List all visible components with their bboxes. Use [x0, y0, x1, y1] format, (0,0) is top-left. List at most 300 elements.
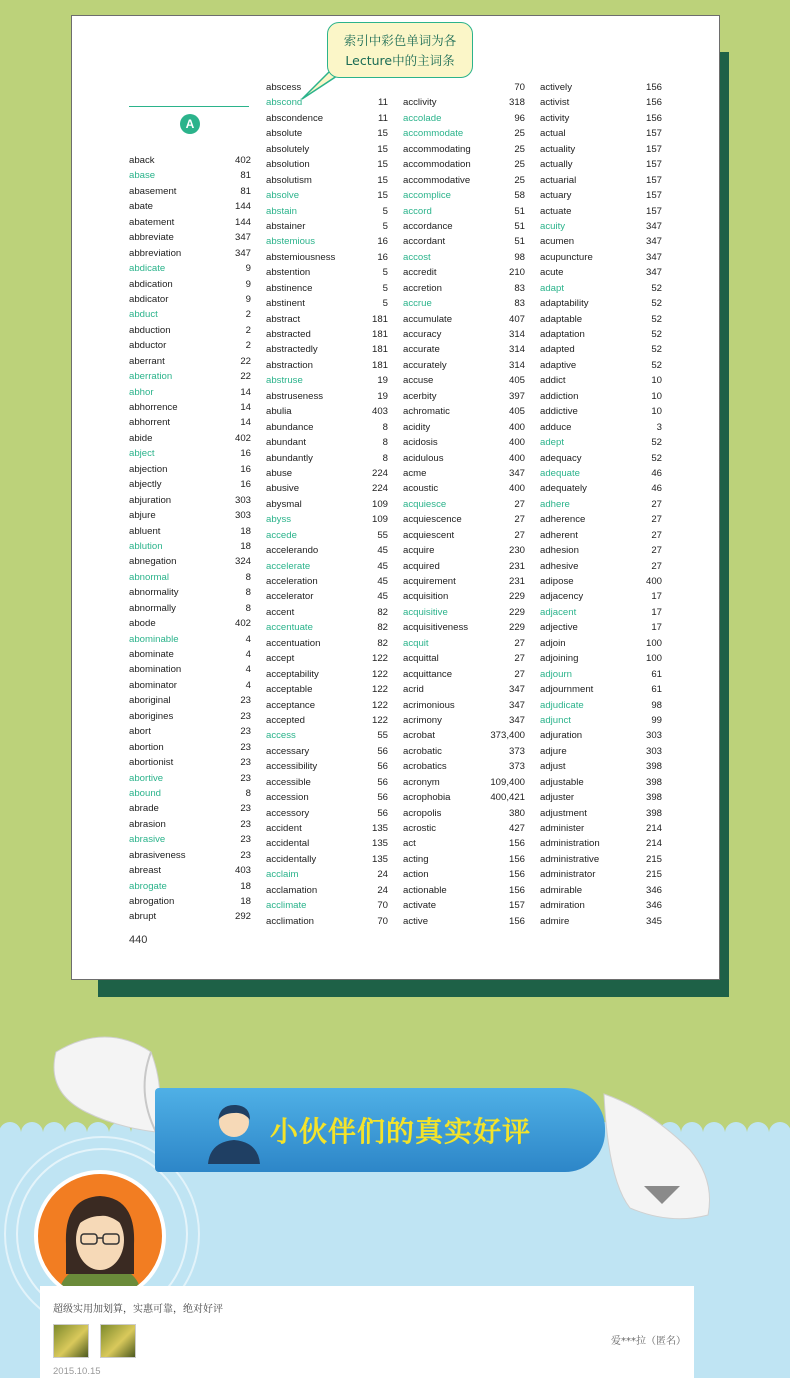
index-page-ref: 229	[508, 606, 525, 618]
index-word: adjoining	[540, 653, 579, 665]
index-word: abstraction	[266, 359, 313, 371]
index-page-ref: 23	[240, 726, 251, 738]
index-page-ref: 144	[234, 216, 251, 228]
index-word: accelerando	[266, 545, 319, 557]
index-page-ref: 156	[508, 838, 525, 850]
index-entry	[540, 682, 662, 697]
index-entry	[266, 867, 388, 882]
index-word: abluent	[129, 525, 161, 537]
index-entry	[403, 620, 525, 635]
index-entry	[540, 250, 662, 265]
review-photo-2[interactable]	[100, 1324, 136, 1358]
index-entry	[129, 786, 251, 801]
index-word: accommodation	[403, 159, 471, 171]
index-column-3	[403, 80, 525, 929]
index-page-ref: 15	[377, 128, 388, 140]
index-page-ref: 23	[240, 695, 251, 707]
letter-circle-icon: A	[180, 114, 200, 134]
index-column-1	[129, 153, 251, 925]
index-word: accessory	[266, 807, 310, 819]
index-word: acropolis	[403, 807, 442, 819]
index-page-ref: 181	[371, 313, 388, 325]
index-word: acrimony	[403, 714, 442, 726]
index-word: abjection	[129, 463, 168, 475]
index-word: adjuration	[540, 730, 583, 742]
index-entry	[540, 80, 662, 95]
index-page-ref: 11	[378, 112, 388, 124]
index-entry	[266, 466, 388, 481]
index-word: adjacent	[540, 606, 577, 618]
index-word: absolutism	[266, 174, 312, 186]
index-page-ref: 405	[508, 375, 525, 387]
index-page-ref: 23	[240, 834, 251, 846]
index-word: acquiescent	[403, 529, 455, 541]
index-entry	[266, 728, 388, 743]
index-entry	[266, 589, 388, 604]
index-page-ref: 347	[508, 684, 525, 696]
index-page-ref: 398	[645, 792, 662, 804]
index-entry	[266, 188, 388, 203]
index-entry	[403, 358, 525, 373]
index-page-ref: 314	[508, 359, 525, 371]
index-entry	[403, 126, 525, 141]
index-page-ref: 98	[651, 699, 662, 711]
index-word: adjacency	[540, 591, 584, 603]
index-entry	[540, 806, 662, 821]
index-entry	[403, 265, 525, 280]
index-page-ref: 397	[508, 390, 525, 402]
index-entry	[403, 559, 525, 574]
index-word: acrobat	[403, 730, 435, 742]
index-word: adherence	[540, 514, 586, 526]
index-entry	[129, 307, 251, 322]
index-column-2	[266, 80, 388, 929]
index-word: abduct	[129, 309, 158, 321]
index-page-ref: 27	[651, 545, 662, 557]
index-page-ref: 100	[645, 637, 662, 649]
index-word: accordant	[403, 236, 446, 248]
index-word: action	[403, 869, 429, 881]
index-page-ref: 45	[377, 591, 388, 603]
index-entry	[266, 605, 388, 620]
index-page-ref: 303	[234, 510, 251, 522]
index-word: actuate	[540, 205, 572, 217]
index-entry	[266, 497, 388, 512]
index-page-ref: 157	[645, 174, 662, 186]
index-word: abrasion	[129, 818, 166, 830]
index-entry	[540, 790, 662, 805]
index-word: acquittance	[403, 668, 453, 680]
index-entry	[540, 420, 662, 435]
index-page-ref: 122	[371, 699, 388, 711]
index-word: abasement	[129, 185, 177, 197]
index-word: abound	[129, 787, 162, 799]
index-word: acquirement	[403, 576, 456, 587]
index-entry	[266, 836, 388, 851]
index-page-ref: 70	[514, 82, 525, 93]
index-entry	[129, 477, 251, 492]
index-entry	[540, 373, 662, 388]
index-page-ref: 157	[645, 143, 662, 155]
index-page-ref: 100	[645, 653, 662, 665]
index-page-ref: 15	[377, 159, 388, 171]
index-entry	[266, 327, 388, 342]
index-word: acclimate	[266, 900, 307, 912]
index-entry	[403, 435, 525, 450]
index-word: abuse	[266, 467, 293, 479]
index-page-ref: 122	[371, 684, 388, 696]
index-page-ref: 83	[514, 282, 525, 294]
index-page-ref: 8	[245, 787, 251, 799]
index-word: acceptance	[266, 699, 316, 711]
index-entry	[266, 528, 388, 543]
index-word: activity	[540, 112, 570, 124]
index-entry	[266, 111, 388, 126]
index-entry	[403, 698, 525, 713]
index-entry	[266, 389, 388, 404]
index-entry	[129, 385, 251, 400]
index-entry	[403, 250, 525, 265]
index-entry	[403, 836, 525, 851]
index-entry	[266, 713, 388, 728]
index-entry	[403, 234, 525, 249]
index-word: accord	[403, 205, 432, 217]
scallop	[0, 1122, 21, 1144]
index-page-ref: 8	[382, 421, 388, 433]
index-page-ref: 9	[245, 278, 251, 290]
index-word: acquired	[403, 560, 440, 572]
index-page-ref: 10	[651, 390, 662, 402]
index-word: actual	[540, 128, 566, 140]
index-word: admiration	[540, 900, 585, 912]
index-page-ref: 5	[382, 267, 388, 279]
index-entry	[403, 188, 525, 203]
index-word: abjuration	[129, 494, 172, 506]
index-page-ref: 16	[240, 448, 251, 460]
index-page-ref: 23	[240, 803, 251, 815]
index-word: actionable	[403, 884, 447, 896]
index-entry	[266, 420, 388, 435]
index-page-ref: 14	[240, 386, 251, 398]
index-entry	[403, 867, 525, 882]
index-page-ref: 27	[514, 514, 525, 526]
index-page-ref: 398	[645, 807, 662, 819]
index-page-ref: 45	[377, 576, 388, 587]
index-word: acceleration	[266, 576, 318, 587]
index-page-ref: 25	[514, 174, 525, 186]
callout-bubble	[327, 22, 473, 78]
index-word: accede	[266, 529, 297, 541]
index-page-ref: 61	[651, 684, 662, 696]
index-entry	[403, 512, 525, 527]
index-page-ref: 398	[645, 761, 662, 773]
index-entry	[129, 246, 251, 261]
index-word: adjustable	[540, 776, 584, 788]
index-entry	[403, 651, 525, 666]
index-word: abysmal	[266, 498, 302, 510]
index-page-ref: 156	[645, 112, 662, 124]
index-entry	[129, 647, 251, 662]
index-entry	[266, 512, 388, 527]
index-page-ref: 52	[651, 359, 662, 371]
index-word: acquire	[403, 545, 435, 557]
index-page-ref: 18	[240, 896, 251, 907]
index-entry	[540, 528, 662, 543]
index-column-4	[540, 80, 662, 929]
index-entry	[129, 570, 251, 585]
index-entry	[540, 481, 662, 496]
index-entry	[403, 589, 525, 604]
index-entry	[540, 605, 662, 620]
index-page-ref: 27	[514, 668, 525, 680]
index-entry	[266, 126, 388, 141]
index-page-ref: 122	[371, 668, 388, 680]
index-page-ref: 403	[234, 865, 251, 877]
index-entry	[540, 543, 662, 558]
index-word: accolade	[403, 112, 442, 124]
index-page-ref: 407	[508, 313, 525, 325]
index-word: accomplice	[403, 190, 451, 202]
index-word: adjunct	[540, 714, 571, 726]
index-page-ref: 15	[377, 190, 388, 202]
index-word: acerbity	[403, 390, 437, 402]
index-word: abundance	[266, 421, 314, 433]
index-page-ref: 25	[514, 159, 525, 171]
index-page-ref: 156	[508, 853, 525, 865]
index-word: accrue	[403, 298, 432, 310]
index-page-ref: 55	[377, 529, 388, 541]
index-word: abject	[129, 448, 155, 460]
index-entry	[540, 157, 662, 172]
index-word: adhesion	[540, 545, 579, 557]
index-word: adjourn	[540, 668, 573, 680]
index-word: acclaim	[266, 869, 299, 881]
index-word: administer	[540, 823, 585, 834]
index-page-ref: 314	[508, 344, 525, 356]
letter-divider	[129, 106, 249, 107]
index-page-ref: 46	[651, 467, 662, 479]
index-entry	[266, 775, 388, 790]
index-entry	[403, 744, 525, 759]
index-word: accidental	[266, 838, 310, 850]
index-page-ref: 52	[651, 282, 662, 294]
index-entry	[266, 342, 388, 357]
index-page-ref: 17	[651, 622, 662, 634]
index-word: adapted	[540, 344, 575, 356]
index-entry	[540, 219, 662, 234]
index-word: abscond	[266, 97, 303, 109]
index-entry	[266, 682, 388, 697]
index-entry	[129, 693, 251, 708]
index-entry	[403, 852, 525, 867]
index-entry	[540, 173, 662, 188]
review-photo-1[interactable]	[53, 1324, 89, 1358]
index-entry	[540, 204, 662, 219]
index-page-ref: 83	[514, 298, 525, 310]
index-page-ref: 157	[645, 159, 662, 171]
index-word: abnormal	[129, 571, 169, 583]
index-entry	[266, 790, 388, 805]
index-word: accurate	[403, 344, 440, 356]
index-page-ref: 380	[508, 807, 525, 819]
index-page-ref: 51	[514, 205, 525, 217]
index-page-ref: 324	[234, 556, 251, 568]
index-page-ref: 122	[371, 714, 388, 726]
index-word: abstain	[266, 205, 297, 217]
index-page-ref: 8	[382, 437, 388, 449]
index-page-ref: 17	[651, 591, 662, 603]
index-word: abdication	[129, 278, 173, 290]
index-page-ref: 5	[382, 220, 388, 232]
index-entry	[403, 821, 525, 836]
index-entry	[129, 848, 251, 863]
scallop	[725, 1122, 747, 1144]
index-page-ref: 11	[378, 97, 388, 109]
index-entry	[129, 879, 251, 894]
index-entry	[540, 296, 662, 311]
index-word: abstractedly	[266, 344, 318, 356]
index-word: acupuncture	[540, 251, 593, 263]
index-word: abstention	[266, 267, 311, 279]
index-page-ref: 52	[651, 313, 662, 325]
index-page-ref: 231	[508, 560, 525, 572]
index-page-ref: 22	[240, 355, 251, 367]
index-word: acrobatic	[403, 745, 442, 757]
index-page-ref: 46	[651, 483, 662, 495]
index-word: abstruse	[266, 375, 303, 387]
index-entry	[266, 852, 388, 867]
index-page-ref: 4	[245, 679, 251, 691]
index-word: acclimation	[266, 915, 314, 927]
index-word: adjuster	[540, 792, 575, 804]
index-page-ref: 402	[234, 432, 251, 444]
index-page-ref: 2	[245, 309, 251, 321]
index-page-ref: 347	[645, 267, 662, 279]
index-word: achromatic	[403, 406, 450, 418]
index-page-ref: 135	[371, 823, 388, 834]
index-page-ref: 230	[508, 545, 525, 557]
index-word: accentuation	[266, 637, 321, 649]
index-entry	[129, 632, 251, 647]
index-page-ref: 18	[240, 525, 251, 537]
index-word: abortion	[129, 741, 164, 753]
index-page-ref: 25	[514, 128, 525, 140]
index-word: accretion	[403, 282, 442, 294]
index-word: adapt	[540, 282, 565, 294]
index-page-ref: 24	[377, 869, 388, 881]
index-word: abrade	[129, 803, 159, 815]
index-entry	[403, 157, 525, 172]
index-page-ref: 303	[234, 494, 251, 506]
index-page-ref: 215	[645, 869, 662, 881]
index-page-ref: 229	[508, 591, 525, 603]
index-word: admirable	[540, 884, 583, 896]
index-word: abhorrence	[129, 402, 178, 413]
index-entry	[403, 775, 525, 790]
index-word: abhor	[129, 386, 154, 398]
index-word: acumen	[540, 236, 575, 248]
index-entry	[403, 790, 525, 805]
index-word: aberration	[129, 371, 173, 383]
index-word: accepted	[266, 714, 305, 726]
index-word: acrid	[403, 684, 424, 696]
index-word: accurately	[403, 359, 447, 371]
index-word: acquiesce	[403, 498, 447, 510]
index-page-ref: 2	[245, 340, 251, 352]
index-entry	[266, 898, 388, 913]
scallop	[21, 1122, 43, 1144]
index-entry	[129, 585, 251, 600]
index-page-ref: 109	[371, 514, 388, 526]
index-word: accommodate	[403, 128, 464, 140]
index-entry	[129, 354, 251, 369]
index-word: acquit	[403, 637, 429, 649]
index-entry	[129, 539, 251, 554]
index-word: abyss	[266, 514, 292, 526]
index-word: acquisition	[403, 591, 449, 603]
index-word: abreast	[129, 865, 161, 877]
index-word: abstracted	[266, 329, 311, 340]
index-page-ref: 181	[371, 344, 388, 356]
index-word: abusive	[266, 483, 300, 495]
index-word: accumulate	[403, 313, 453, 325]
callout-line-2: Lecture中的主词条	[345, 53, 455, 68]
index-word: acrimonious	[403, 699, 455, 711]
index-entry	[403, 404, 525, 419]
index-entry	[403, 481, 525, 496]
index-entry	[403, 759, 525, 774]
index-entry	[266, 620, 388, 635]
index-entry	[540, 281, 662, 296]
index-word: abjectly	[129, 479, 162, 491]
index-page-ref: 14	[240, 402, 251, 413]
index-page-ref: 400	[508, 452, 525, 464]
index-page-ref: 135	[371, 838, 388, 850]
index-entry	[129, 909, 251, 924]
index-page-ref: 8	[382, 452, 388, 464]
index-page-ref: 8	[245, 571, 251, 583]
index-entry	[129, 554, 251, 569]
index-word: acrostic	[403, 823, 437, 834]
index-word: accident	[266, 823, 302, 834]
index-entry	[266, 358, 388, 373]
index-entry	[540, 713, 662, 728]
index-page-ref: 224	[371, 467, 388, 479]
index-page-ref: 303	[645, 730, 662, 742]
index-page	[71, 15, 720, 980]
scallop	[769, 1122, 790, 1144]
index-entry	[129, 292, 251, 307]
index-entry	[266, 559, 388, 574]
index-word: accuracy	[403, 329, 442, 340]
index-entry	[129, 184, 251, 199]
index-page-ref: 10	[651, 406, 662, 418]
index-word: abstract	[266, 313, 301, 325]
index-entry	[540, 327, 662, 342]
scallop	[747, 1122, 769, 1144]
index-word: absolutely	[266, 143, 310, 155]
index-page-ref: 157	[645, 190, 662, 202]
index-word: accessibility	[266, 761, 318, 773]
index-entry	[266, 574, 388, 589]
index-word: abomination	[129, 664, 182, 676]
index-page-ref: 16	[377, 251, 388, 263]
index-word: abrupt	[129, 911, 157, 923]
index-page-ref: 314	[508, 329, 525, 340]
index-word: accentuate	[266, 622, 313, 634]
index-entry	[129, 740, 251, 755]
index-word: abstainer	[266, 220, 306, 232]
